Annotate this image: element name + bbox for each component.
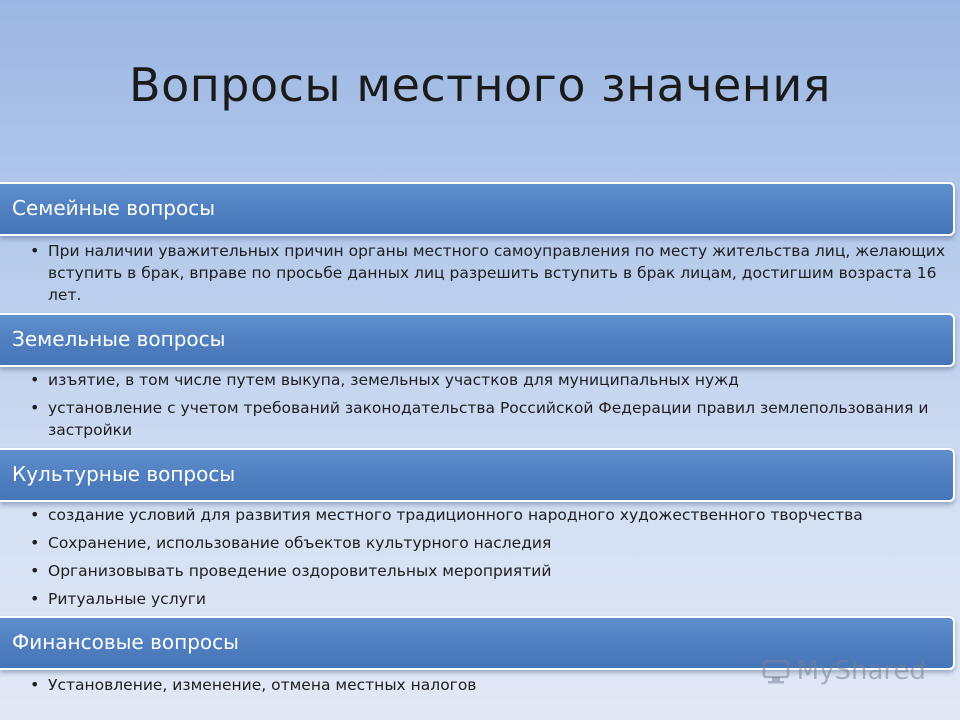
list-item: • Ритуальные услуги [30, 588, 950, 610]
list-item: • установление с учетом требований законодательства Российской Федерации правил землепользования и застройки [30, 397, 950, 441]
section-header-label: Культурные вопросы [12, 462, 236, 486]
section-header-family [0, 182, 955, 236]
slide-title: Вопросы местного значения [129, 58, 831, 112]
section-header-culture [0, 448, 955, 502]
watermark-text: MyShared [796, 656, 926, 686]
list-item: • Установление, изменение, отмена местных налогов [30, 674, 950, 696]
section-list-land [30, 369, 950, 447]
list-item: • создание условий для развития местного традиционного народного художественного творчества [30, 504, 950, 526]
section-list-culture [30, 504, 950, 616]
watermark-logo-icon [761, 656, 791, 686]
section-header-label: Финансовые вопросы [12, 630, 239, 654]
list-item: • Организовывать проведение оздоровительных мероприятий [30, 560, 950, 582]
list-item: • Сохранение, использование объектов культурного наследия [30, 532, 950, 554]
watermark [761, 656, 926, 686]
list-item: • изъятие, в том числе путем выкупа, земельных участков для муниципальных нужд [30, 369, 950, 391]
list-item: • При наличии уважительных причин органы местного самоуправления по месту жительства лиц, желающих вступить в брак, вправе по просьбе данных лиц разрешить вступить в брак лицам, достигшим возраста 16 лет. [30, 240, 950, 306]
section-header-label: Семейные вопросы [12, 196, 216, 220]
section-list-family [30, 240, 950, 312]
section-header-land [0, 313, 955, 367]
section-header-label: Земельные вопросы [12, 327, 226, 351]
